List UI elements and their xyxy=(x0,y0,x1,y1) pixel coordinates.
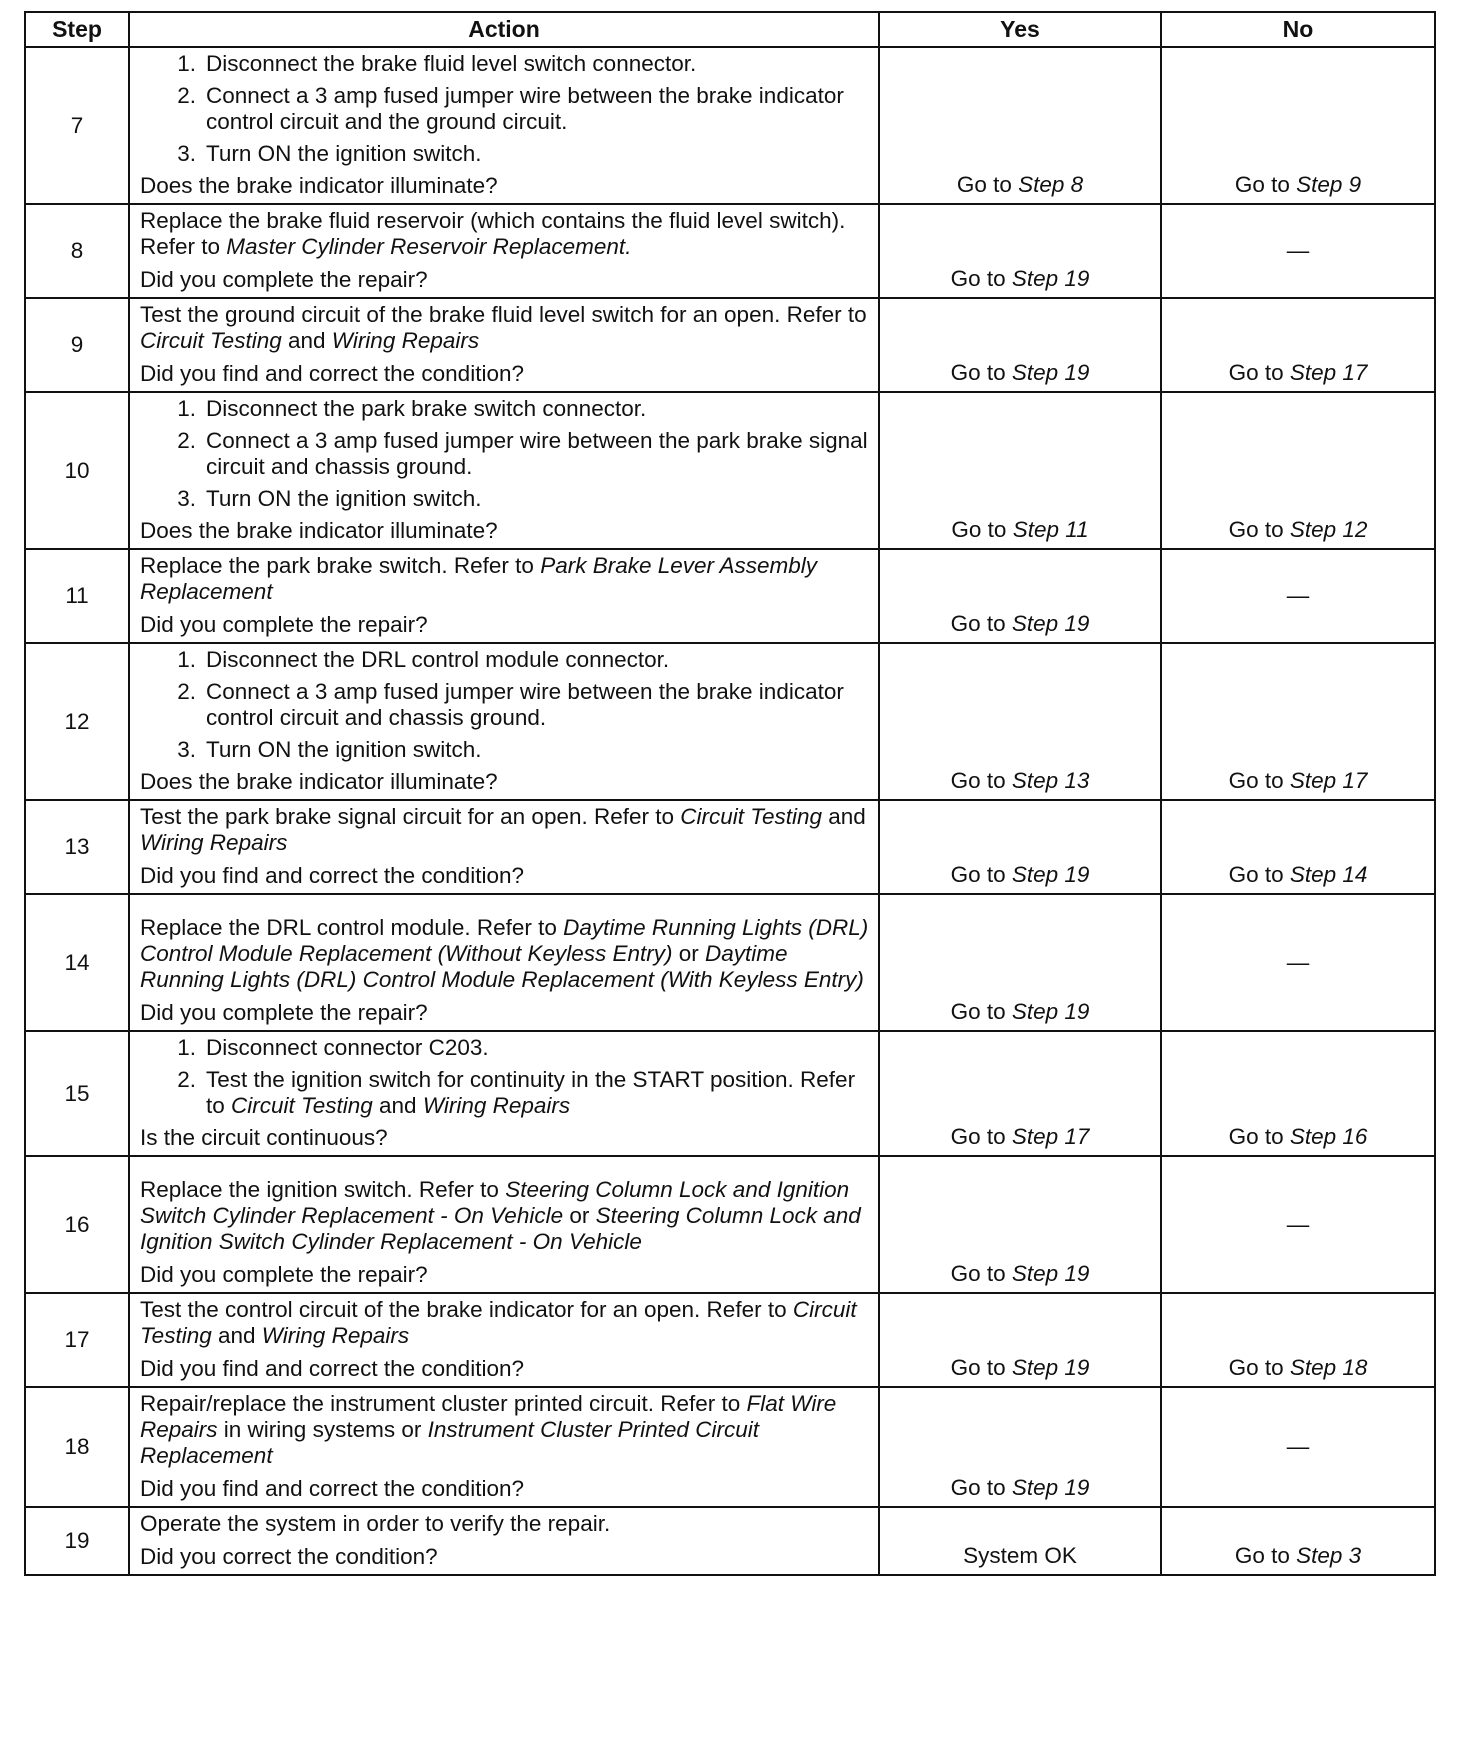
no-result-none xyxy=(1161,1387,1435,1507)
action-cell xyxy=(129,204,879,298)
list-number: 2. xyxy=(177,679,196,704)
step-number: 9 xyxy=(25,298,129,392)
action-text xyxy=(140,915,872,993)
reference-text: Steering Column Lock and Ignition Switch Cylinder Replacement - On Vehicle xyxy=(140,1203,861,1254)
reference-text: Step 19 xyxy=(1011,862,1090,887)
table-row xyxy=(25,1507,1435,1575)
list-item xyxy=(140,1035,872,1061)
reference-text: Step 14 xyxy=(1289,862,1368,887)
plain-text: Operate the system in order to verify the repair. xyxy=(140,1511,611,1536)
yes-result xyxy=(879,47,1161,204)
action-question: Does the brake indicator illuminate? xyxy=(140,173,498,198)
step-number: 17 xyxy=(25,1293,129,1387)
step-number: 12 xyxy=(25,643,129,800)
step-number: 8 xyxy=(25,204,129,298)
reference-text: Circuit Testing xyxy=(140,1297,857,1348)
list-text: Disconnect the park brake switch connector. xyxy=(206,396,647,421)
reference-text: Daytime Running Lights (DRL) Control Module Replacement (Without Keyless Entry) xyxy=(140,915,869,966)
plain-text: — xyxy=(1286,583,1310,608)
plain-text: Go to xyxy=(950,1124,1012,1149)
list-text: Turn ON the ignition switch. xyxy=(206,486,482,511)
no-result xyxy=(1161,643,1435,800)
plain-text: Test the control circuit of the brake indicator for an open. Refer to xyxy=(140,1297,793,1322)
reference-text: Step 19 xyxy=(1011,1475,1090,1500)
plain-text: — xyxy=(1286,1211,1310,1237)
plain-text: Go to xyxy=(956,172,1019,197)
table-row xyxy=(25,894,1435,1031)
list-text: Disconnect the brake fluid level switch connector. xyxy=(206,51,697,76)
list-text: Connect a 3 amp fused jumper wire between the park brake signal circuit and chassis ground. xyxy=(206,428,868,479)
reference-text: Step 3 xyxy=(1296,1543,1362,1568)
reference-text: Circuit Testing xyxy=(680,804,823,829)
plain-text: and xyxy=(372,1093,423,1118)
action-text xyxy=(140,1177,872,1255)
action-cell xyxy=(129,1387,879,1507)
yes-result xyxy=(879,894,1161,1031)
action-text xyxy=(140,1391,872,1469)
step-number: 7 xyxy=(25,47,129,204)
list-text: Disconnect connector C203. xyxy=(206,1035,489,1060)
yes-result xyxy=(879,1293,1161,1387)
list-number: 3. xyxy=(177,486,196,511)
plain-text: or xyxy=(672,941,706,966)
list-number: 2. xyxy=(177,428,196,453)
yes-result xyxy=(879,549,1161,643)
reference-text: Master Cylinder Reservoir Replacement. xyxy=(226,234,632,259)
plain-text: Go to xyxy=(950,862,1012,887)
list-item xyxy=(140,83,872,135)
reference-text: Wiring Repairs xyxy=(331,328,480,353)
plain-text: Go to xyxy=(1228,517,1290,542)
action-text xyxy=(140,302,872,354)
header-row xyxy=(25,12,1435,47)
action-cell xyxy=(129,47,879,204)
yes-result xyxy=(879,298,1161,392)
plain-text: System OK xyxy=(963,1543,1077,1568)
action-question: Did you find and correct the condition? xyxy=(140,1356,524,1381)
reference-text: Circuit Testing xyxy=(140,328,282,353)
list-text: Turn ON the ignition switch. xyxy=(206,737,482,762)
yes-result xyxy=(879,204,1161,298)
reference-text: Step 16 xyxy=(1289,1124,1368,1149)
list-item xyxy=(140,486,872,512)
plain-text: Go to xyxy=(1228,1355,1290,1380)
action-cell xyxy=(129,298,879,392)
action-question: Did you complete the repair? xyxy=(140,612,428,637)
yes-result xyxy=(879,392,1161,549)
table-row xyxy=(25,1031,1435,1156)
table-row xyxy=(25,392,1435,549)
reference-text: Daytime Running Lights (DRL) Control Module Replacement (With Keyless Entry) xyxy=(140,941,864,992)
header-step: Step xyxy=(25,12,129,47)
reference-text: Step 17 xyxy=(1289,768,1368,793)
plain-text: Test the ignition switch for continuity in the START position. Refer to xyxy=(206,1067,856,1118)
plain-text: Go to xyxy=(950,611,1012,636)
action-text xyxy=(140,553,872,605)
plain-text: — xyxy=(1286,238,1310,263)
plain-text: Go to xyxy=(950,266,1012,291)
no-result xyxy=(1161,392,1435,549)
header-no: No xyxy=(1161,12,1435,47)
action-cell xyxy=(129,1293,879,1387)
reference-text: Step 19 xyxy=(1011,611,1090,636)
action-text xyxy=(140,1511,872,1537)
plain-text: and xyxy=(281,328,332,353)
header-yes: Yes xyxy=(879,12,1161,47)
action-question: Did you find and correct the condition? xyxy=(140,361,524,386)
plain-text: Replace the ignition switch. Refer to xyxy=(140,1177,506,1202)
list-text: Connect a 3 amp fused jumper wire between the brake indicator control circuit and the ground circuit. xyxy=(206,83,844,134)
yes-result xyxy=(879,800,1161,894)
list-number: 1. xyxy=(177,51,196,76)
plain-text: Go to xyxy=(1228,1124,1290,1149)
list-item xyxy=(140,141,872,167)
action-cell xyxy=(129,800,879,894)
table-row xyxy=(25,1387,1435,1507)
action-question: Does the brake indicator illuminate? xyxy=(140,518,498,543)
reference-text: Step 11 xyxy=(1012,517,1089,542)
step-number: 16 xyxy=(25,1156,129,1293)
list-item xyxy=(140,679,872,731)
yes-result xyxy=(879,643,1161,800)
plain-text: and xyxy=(211,1323,262,1348)
plain-text: Go to xyxy=(950,1261,1012,1286)
action-cell xyxy=(129,894,879,1031)
plain-text: or xyxy=(563,1203,596,1228)
no-result-none xyxy=(1161,549,1435,643)
action-question: Did you correct the condition? xyxy=(140,1544,438,1569)
plain-text: Go to xyxy=(950,1355,1012,1380)
step-number: 19 xyxy=(25,1507,129,1575)
action-question: Did you complete the repair? xyxy=(140,1000,428,1025)
action-question: Does the brake indicator illuminate? xyxy=(140,769,498,794)
reference-text: Step 18 xyxy=(1289,1355,1368,1380)
list-item xyxy=(140,647,872,673)
list-number: 2. xyxy=(177,83,196,108)
list-item xyxy=(140,51,872,77)
step-number: 18 xyxy=(25,1387,129,1507)
no-result-none xyxy=(1161,1156,1435,1293)
action-cell xyxy=(129,549,879,643)
list-text: Connect a 3 amp fused jumper wire between the brake indicator control circuit and chassis ground. xyxy=(206,679,844,730)
table-row xyxy=(25,643,1435,800)
list-item xyxy=(140,737,872,763)
header-action: Action xyxy=(129,12,879,47)
plain-text: Go to xyxy=(950,360,1012,385)
plain-text: Go to xyxy=(950,768,1012,793)
reference-text: Step 19 xyxy=(1011,999,1090,1024)
plain-text: Go to xyxy=(950,1475,1012,1500)
table-row xyxy=(25,1156,1435,1293)
list-number: 1. xyxy=(177,396,196,421)
table-row xyxy=(25,1293,1435,1387)
list-number: 1. xyxy=(177,647,196,672)
no-result xyxy=(1161,298,1435,392)
yes-result xyxy=(879,1387,1161,1507)
reference-text: Step 19 xyxy=(1011,1355,1090,1380)
list-item xyxy=(140,428,872,480)
action-question: Did you find and correct the condition? xyxy=(140,1476,524,1501)
reference-text: Step 19 xyxy=(1011,266,1090,291)
no-result xyxy=(1161,1507,1435,1575)
plain-text: Replace the brake fluid reservoir (which contains the fluid level switch). Refer to xyxy=(140,208,846,259)
action-text xyxy=(140,804,872,856)
no-result-none xyxy=(1161,204,1435,298)
list-text: Turn ON the ignition switch. xyxy=(206,141,482,166)
yes-result xyxy=(879,1031,1161,1156)
step-number: 14 xyxy=(25,894,129,1031)
plain-text: Replace the park brake switch. Refer to xyxy=(140,553,541,578)
plain-text: Go to xyxy=(951,517,1013,542)
no-result xyxy=(1161,47,1435,204)
reference-text: Steering Column Lock and Ignition Switch Cylinder Replacement - On Vehicle xyxy=(140,1177,850,1228)
diagnostic-table-page xyxy=(24,11,1434,1576)
reference-text: Step 13 xyxy=(1011,768,1090,793)
plain-text: Go to xyxy=(1234,172,1297,197)
action-cell xyxy=(129,643,879,800)
no-result xyxy=(1161,800,1435,894)
action-cell xyxy=(129,1031,879,1156)
plain-text: Test the ground circuit of the brake fluid level switch for an open. Refer to xyxy=(140,302,867,327)
list-number: 3. xyxy=(177,737,196,762)
action-cell xyxy=(129,392,879,549)
plain-text: Go to xyxy=(950,999,1012,1024)
action-question: Did you complete the repair? xyxy=(140,1262,428,1287)
action-question: Did you complete the repair? xyxy=(140,267,428,292)
action-question: Did you find and correct the condition? xyxy=(140,863,524,888)
step-number: 10 xyxy=(25,392,129,549)
yes-result xyxy=(879,1507,1161,1575)
list-number: 3. xyxy=(177,141,196,166)
plain-text: Go to xyxy=(1228,862,1290,887)
plain-text: Go to xyxy=(1228,360,1290,385)
reference-text: Step 12 xyxy=(1289,517,1368,542)
step-number: 13 xyxy=(25,800,129,894)
list-number: 1. xyxy=(177,1035,196,1060)
plain-text: Go to xyxy=(1234,1543,1297,1568)
plain-text: Repair/replace the instrument cluster printed circuit. Refer to xyxy=(140,1391,747,1416)
list-text xyxy=(206,1067,872,1119)
reference-text: Circuit Testing xyxy=(231,1093,373,1118)
plain-text: in wiring systems or xyxy=(217,1417,428,1442)
table-row xyxy=(25,298,1435,392)
action-question: Is the circuit continuous? xyxy=(140,1125,388,1150)
plain-text: and xyxy=(822,804,866,829)
list-text: Disconnect the DRL control module connector. xyxy=(206,647,670,672)
list-item xyxy=(140,396,872,422)
reference-text: Park Brake Lever Assembly Replacement xyxy=(140,553,817,604)
reference-text: Step 19 xyxy=(1011,1261,1090,1286)
table-body xyxy=(25,47,1435,1575)
diagnostic-table xyxy=(24,11,1436,1576)
plain-text: Go to xyxy=(1228,768,1290,793)
table-row xyxy=(25,549,1435,643)
no-result-none xyxy=(1161,894,1435,1031)
action-cell xyxy=(129,1507,879,1575)
reference-text: Instrument Cluster Printed Circuit Replacement xyxy=(140,1417,759,1468)
reference-text: Flat Wire Repairs xyxy=(140,1391,837,1442)
action-text xyxy=(140,208,872,260)
action-text xyxy=(140,1297,872,1349)
step-number: 15 xyxy=(25,1031,129,1156)
list-item xyxy=(140,1067,872,1119)
reference-text: Step 17 xyxy=(1011,1124,1090,1149)
reference-text: Step 9 xyxy=(1296,172,1362,197)
yes-result xyxy=(879,1156,1161,1293)
plain-text: — xyxy=(1286,949,1310,975)
reference-text: Step 8 xyxy=(1018,172,1084,197)
no-result xyxy=(1161,1031,1435,1156)
table-row xyxy=(25,47,1435,204)
action-cell xyxy=(129,1156,879,1293)
reference-text: Wiring Repairs xyxy=(140,830,288,855)
list-number: 2. xyxy=(177,1067,196,1092)
plain-text: Test the park brake signal circuit for an open. Refer to xyxy=(140,804,681,829)
reference-text: Wiring Repairs xyxy=(261,1323,410,1348)
no-result xyxy=(1161,1293,1435,1387)
table-row xyxy=(25,204,1435,298)
plain-text: Replace the DRL control module. Refer to xyxy=(140,915,564,940)
reference-text: Step 17 xyxy=(1289,360,1368,385)
table-row xyxy=(25,800,1435,894)
step-number: 11 xyxy=(25,549,129,643)
reference-text: Wiring Repairs xyxy=(422,1093,571,1118)
plain-text: — xyxy=(1286,1434,1310,1459)
reference-text: Step 19 xyxy=(1011,360,1090,385)
